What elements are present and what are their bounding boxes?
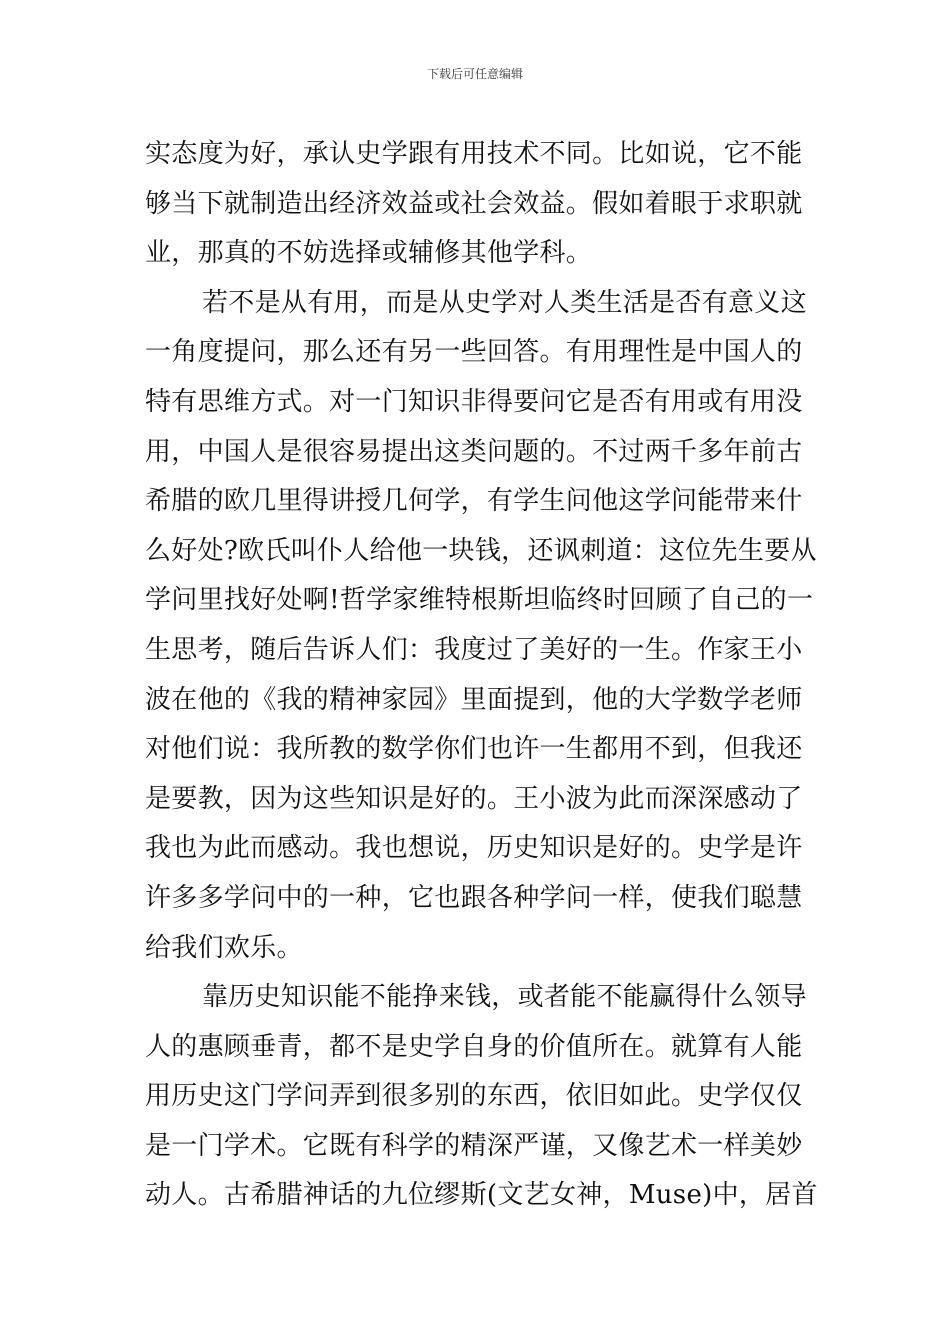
text-line: 一角度提问，那么还有另一些回答。有用理性是中国人的 (145, 337, 803, 368)
text-line: 学问里找好处啊!哲学家维特根斯坦临终时回顾了自己的一 (145, 585, 814, 616)
text-line: 是要教，因为这些知识是好的。王小波为此而深深感动了 (145, 783, 803, 814)
text-line: 若不是从有用，而是从史学对人类生活是否有意义这 (202, 287, 807, 318)
text-line: 是一门学术。它既有科学的精深严谨，又像艺术一样美妙 (145, 1130, 803, 1161)
text-line: 生思考，随后告诉人们：我度过了美好的一生。作家王小 (145, 634, 803, 665)
page-header: 下载后可任意编辑 (426, 67, 523, 81)
document-body (145, 130, 818, 1221)
text-line: 许多多学问中的一种，它也跟各种学问一样，使我们聪慧 (145, 882, 803, 913)
text-line: 用，中国人是很容易提出这类问题的。不过两千多年前古 (145, 436, 803, 467)
text-line: 希腊的欧几里得讲授几何学，有学生问他这学问能带来什 (145, 486, 803, 517)
paragraph (145, 130, 813, 279)
paragraph (145, 973, 818, 1221)
text-line: 够当下就制造出经济效益或社会效益。假如着眼于求职就 (145, 188, 803, 219)
text-line: 给我们欢乐。 (145, 932, 303, 963)
text-line: 波在他的《我的精神家园》里面提到，他的大学数学老师 (145, 684, 803, 715)
text-line: 特有思维方式。对一门知识非得要问它是否有用或有用没 (145, 386, 803, 417)
text-line: 么好处?欧氏叫仆人给他一块钱，还讽刺道：这位先生要从 (145, 535, 817, 566)
text-line: 业，那真的不妨选择或辅修其他学科。 (145, 238, 593, 269)
text-line: 用历史这门学问弄到很多别的东西，依旧如此。史学仅仅 (145, 1081, 803, 1112)
text-line: 我也为此而感动。我也想说，历史知识是好的。史学是许 (145, 833, 803, 864)
text-line: 对他们说：我所教的数学你们也许一生都用不到，但我还 (145, 734, 803, 765)
text-line: 动人。古希腊神话的九位缪斯(文艺女神，Muse)中，居首 (145, 1180, 818, 1211)
text-line: 靠历史知识能不能挣来钱，或者能不能赢得什么领导 (202, 982, 807, 1013)
text-line: 人的惠顾垂青，都不是史学自身的价值所在。就算有人能 (145, 1031, 803, 1062)
paragraph (145, 279, 817, 973)
text-line: 实态度为好，承认史学跟有用技术不同。比如说，它不能 (145, 139, 803, 169)
